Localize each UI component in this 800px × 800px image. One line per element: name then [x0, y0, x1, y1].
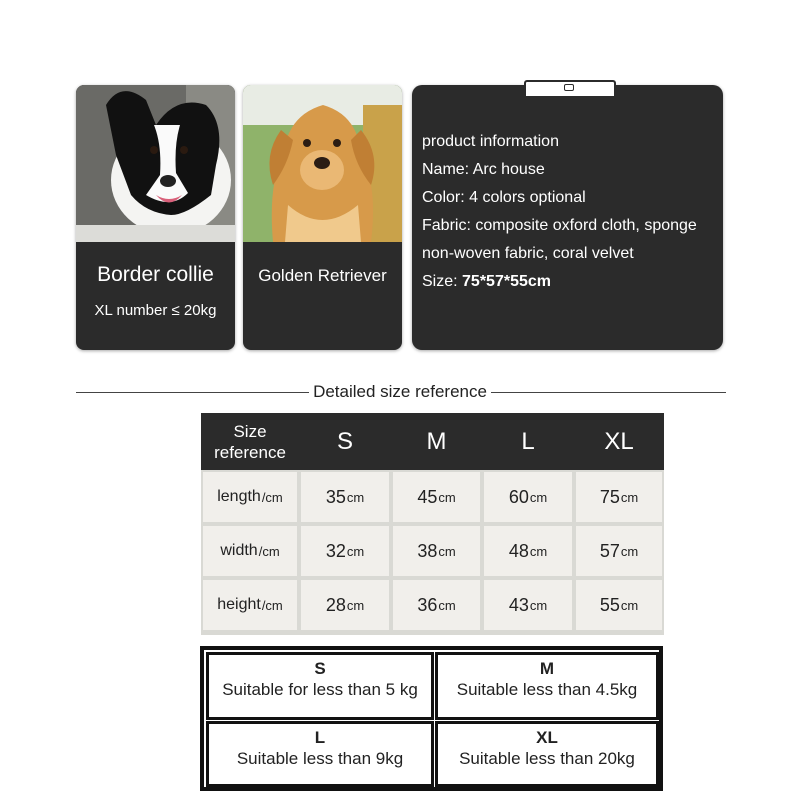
row-label-unit: /cm	[261, 597, 283, 613]
row-label-text: height	[217, 596, 261, 613]
row-label-text: width	[220, 542, 258, 559]
table-cell	[301, 472, 389, 522]
suitability-l	[206, 721, 434, 787]
table-cell	[393, 580, 480, 630]
cell-value: 55	[599, 594, 620, 615]
cell-value: 35	[325, 486, 346, 507]
cell-unit: cm	[529, 597, 548, 613]
size-table	[201, 413, 664, 635]
golden-retriever-title: Golden Retriever	[258, 266, 387, 285]
border-collie-photo	[76, 85, 235, 242]
suitability-size: L	[314, 728, 326, 747]
table-cell	[393, 472, 480, 522]
suitability-text: Suitable for less than 5 kg	[222, 680, 418, 699]
table-cell	[576, 472, 662, 522]
clipboard-clip-icon	[524, 80, 616, 96]
cell-value: 28	[325, 594, 346, 615]
cell-value: 43	[508, 594, 529, 615]
suitability-size: S	[314, 659, 326, 678]
cell-unit: cm	[438, 489, 456, 505]
cell-unit: cm	[346, 597, 365, 613]
product-size-value: 75*57*55cm	[462, 273, 551, 290]
product-fabric-line2: non-woven fabric, coral velvet	[422, 245, 634, 262]
size-table-corner	[201, 413, 299, 470]
row-label-width	[203, 526, 297, 576]
cell-unit: cm	[529, 489, 548, 505]
table-cell	[484, 472, 572, 522]
border-collie-title: Border collie	[97, 263, 214, 286]
table-cell	[484, 526, 572, 576]
product-info-card	[412, 85, 723, 350]
cell-value: 32	[325, 540, 346, 561]
suitability-xl	[435, 721, 659, 787]
border-collie-weight: XL number ≤ 20kg	[94, 302, 217, 319]
cell-value: 48	[508, 540, 529, 561]
table-cell	[301, 580, 389, 630]
cell-unit: cm	[438, 543, 456, 559]
section-title-text: Detailed size reference	[309, 382, 491, 401]
suitability-text: Suitable less than 9kg	[236, 749, 404, 768]
section-title	[0, 382, 800, 402]
cell-value: 38	[417, 540, 438, 561]
suitability-text: Suitable less than 4.5kg	[456, 680, 638, 699]
row-label-length	[203, 472, 297, 522]
suitability-s	[206, 652, 434, 720]
corner-line2: reference	[214, 442, 286, 462]
product-color: Color: 4 colors optional	[422, 189, 586, 206]
product-size-label: Size:	[422, 273, 458, 290]
row-label-unit: /cm	[261, 489, 283, 505]
cell-unit: cm	[438, 597, 456, 613]
table-cell	[484, 580, 572, 630]
cell-unit: cm	[529, 543, 548, 559]
suitability-grid	[200, 646, 663, 791]
product-fabric-line1: Fabric: composite oxford cloth, sponge	[422, 217, 697, 234]
table-cell	[393, 526, 480, 576]
product-info-heading: product information	[422, 133, 559, 150]
product-name: Name: Arc house	[422, 161, 545, 178]
table-cell	[301, 526, 389, 576]
cell-unit: cm	[346, 489, 365, 505]
row-label-height	[203, 580, 297, 630]
suitability-text: Suitable less than 20kg	[459, 749, 635, 768]
cell-unit: cm	[346, 543, 365, 559]
cell-unit: cm	[620, 597, 639, 613]
table-cell	[576, 580, 662, 630]
cell-value: 45	[417, 486, 438, 507]
header-m: M	[426, 427, 447, 455]
corner-line1: Size	[233, 421, 267, 441]
row-label-text: length	[217, 488, 261, 505]
suitability-size: XL	[536, 728, 558, 747]
header-xl: XL	[604, 427, 634, 455]
cell-value: 75	[599, 486, 620, 507]
suitability-m	[435, 652, 659, 720]
cell-value: 36	[417, 594, 438, 615]
golden-retriever-photo	[243, 85, 402, 242]
cell-value: 57	[599, 540, 620, 561]
cell-unit: cm	[620, 489, 639, 505]
suitability-size: M	[539, 659, 555, 678]
golden-retriever-card	[243, 85, 402, 350]
header-s: S	[336, 427, 353, 455]
cell-unit: cm	[620, 543, 639, 559]
header-l: L	[521, 427, 535, 455]
row-label-unit: /cm	[258, 543, 280, 559]
border-collie-card	[76, 85, 235, 350]
table-cell	[576, 526, 662, 576]
cell-value: 60	[508, 486, 529, 507]
product-size	[422, 273, 551, 291]
